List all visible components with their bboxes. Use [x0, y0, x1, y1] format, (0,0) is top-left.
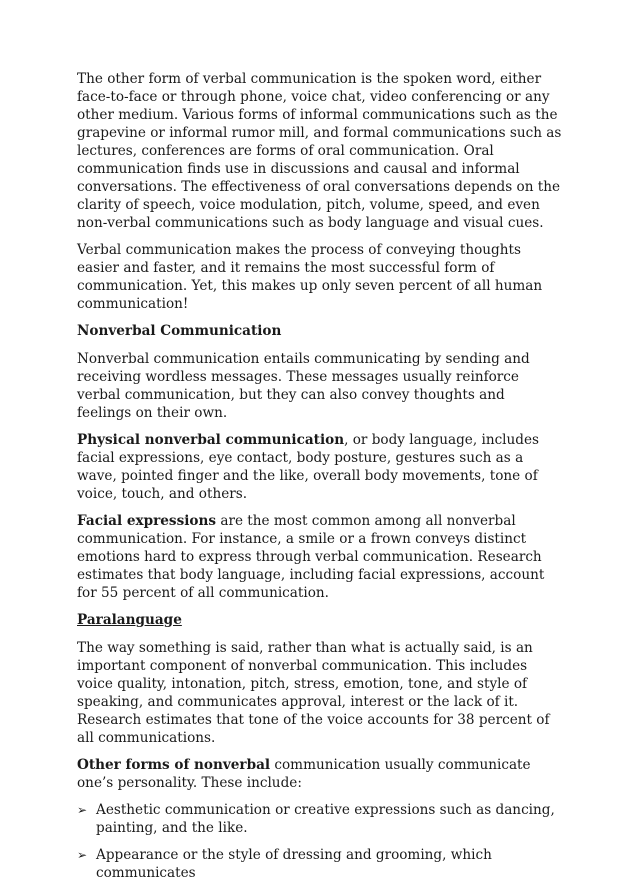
- list-item-text: Aesthetic communication or creative expressions such as dancing, painting, and the like.: [96, 802, 555, 836]
- heading-paralanguage: Paralanguage: [77, 612, 182, 628]
- text-other-forms: communication usually communicate one’s personality. These include:: [77, 757, 531, 791]
- bold-physical-nonverbal: Physical nonverbal communication: [77, 432, 345, 448]
- list-item: [77, 801, 562, 837]
- text-facial-expressions: are the most common among all nonverbal communication. For instance, a smile or a frown conveys distinct emotions hard to express through verbal communication. Research estimates that body language, including facial expressions, account for 55 percent of all communication.: [77, 513, 545, 601]
- bullet-list: [77, 801, 562, 882]
- paragraph-nonverbal-definition: Nonverbal communication entails communicating by sending and receiving wordless messages. These messages usually reinforce verbal communication, but they can also convey thoughts and feelings on their own.: [77, 351, 530, 421]
- arrow-bullet-icon: ➢: [77, 848, 88, 862]
- arrow-bullet-icon: ➢: [77, 803, 88, 817]
- bold-other-forms: Other forms of nonverbal: [77, 757, 271, 773]
- heading-nonverbal-communication: Nonverbal Communication: [77, 323, 282, 339]
- paragraph-facial-expressions: [77, 512, 562, 602]
- paragraph-oral-communication: The other form of verbal communication is the spoken word, either face-to-face or through phone, voice chat, video conferencing or any other medium. Various forms of informal communications such as the grapevine or informal rumor mill, and formal communications such as lectures, conferences are forms of oral communication. Oral communication finds use in discussions and causal and informal conversations. The effectiveness of oral conversations depends on the clarity of speech, voice modulation, pitch, volume, speed, and even non-verbal communications such as body language and visual cues.: [77, 71, 562, 231]
- paragraph-other-forms: [77, 756, 562, 792]
- paragraph-verbal-summary: Verbal communication makes the process of conveying thoughts easier and faster, and it remains the most successful form of communication. Yet, this makes up only seven percent of all human communication!: [77, 242, 543, 312]
- paragraph-paralanguage: The way something is said, rather than what is actually said, is an important component of nonverbal communication. This includes voice quality, intonation, pitch, stress, emotion, tone, and style of speaking, and communicates approval, interest or the lack of it. Research estimates that tone of the voice accounts for 38 percent of all communications.: [77, 640, 550, 746]
- bold-facial-expressions: Facial expressions: [77, 513, 217, 529]
- text-physical-nonverbal: , or body language, includes facial expressions, eye contact, body posture, gestures such as a wave, pointed finger and the like, overall body movements, tone of voice, touch, and others.: [77, 432, 540, 502]
- list-item-text: Appearance or the style of dressing and grooming, which communicates: [96, 847, 492, 881]
- list-item: [77, 846, 562, 882]
- paragraph-physical-nonverbal: [77, 431, 562, 503]
